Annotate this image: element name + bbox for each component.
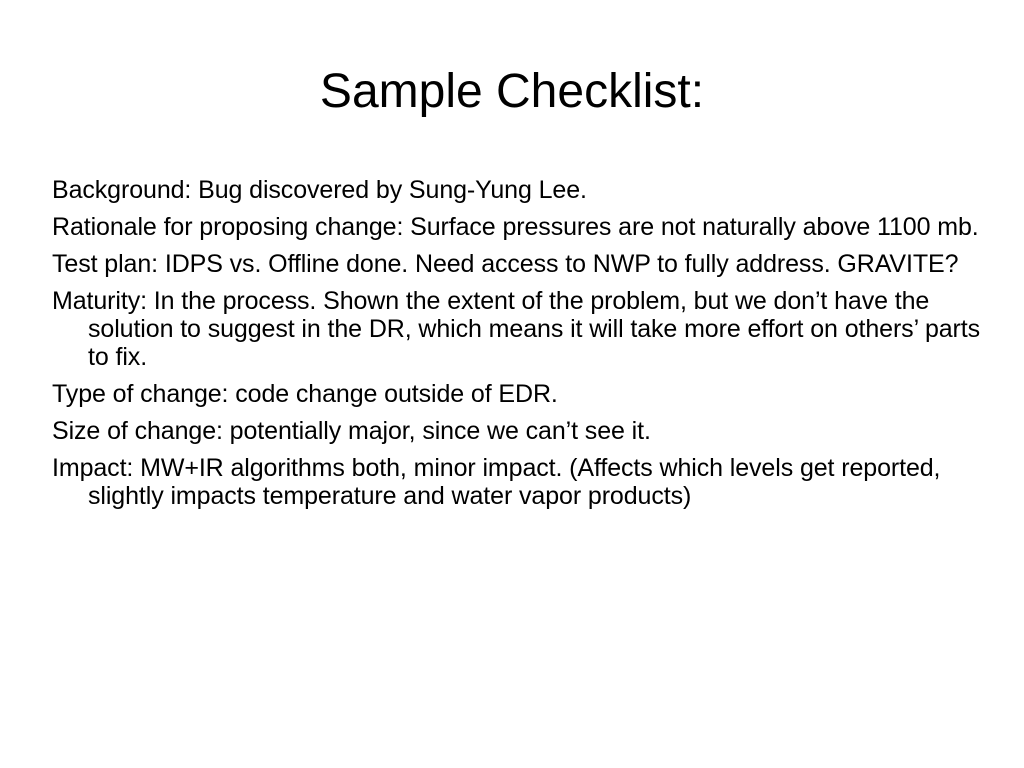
checklist-item-test-plan: Test plan: IDPS vs. Offline done. Need access to NWP to fully address. GRAVITE? bbox=[52, 250, 959, 278]
checklist bbox=[52, 176, 987, 519]
checklist-item-size-of-change: Size of change: potentially major, since we can’t see it. bbox=[52, 417, 651, 445]
checklist-item-rationale: Rationale for proposing change: Surface pressures are not naturally above 1100 mb. bbox=[52, 213, 979, 241]
checklist-item-type-of-change: Type of change: code change outside of EDR. bbox=[52, 380, 558, 408]
slide-title: Sample Checklist: bbox=[319, 65, 705, 118]
checklist-item-background: Background: Bug discovered by Sung-Yung Lee. bbox=[52, 176, 587, 204]
checklist-item-impact: Impact: MW+IR algorithms both, minor impact. (Affects which levels get reported, slightly impacts temperature and water vapor products) bbox=[52, 454, 941, 510]
checklist-item-maturity: Maturity: In the process. Shown the extent of the problem, but we don’t have the solution to suggest in the DR, which means it will take more effort on others’ parts to fix. bbox=[52, 287, 981, 371]
